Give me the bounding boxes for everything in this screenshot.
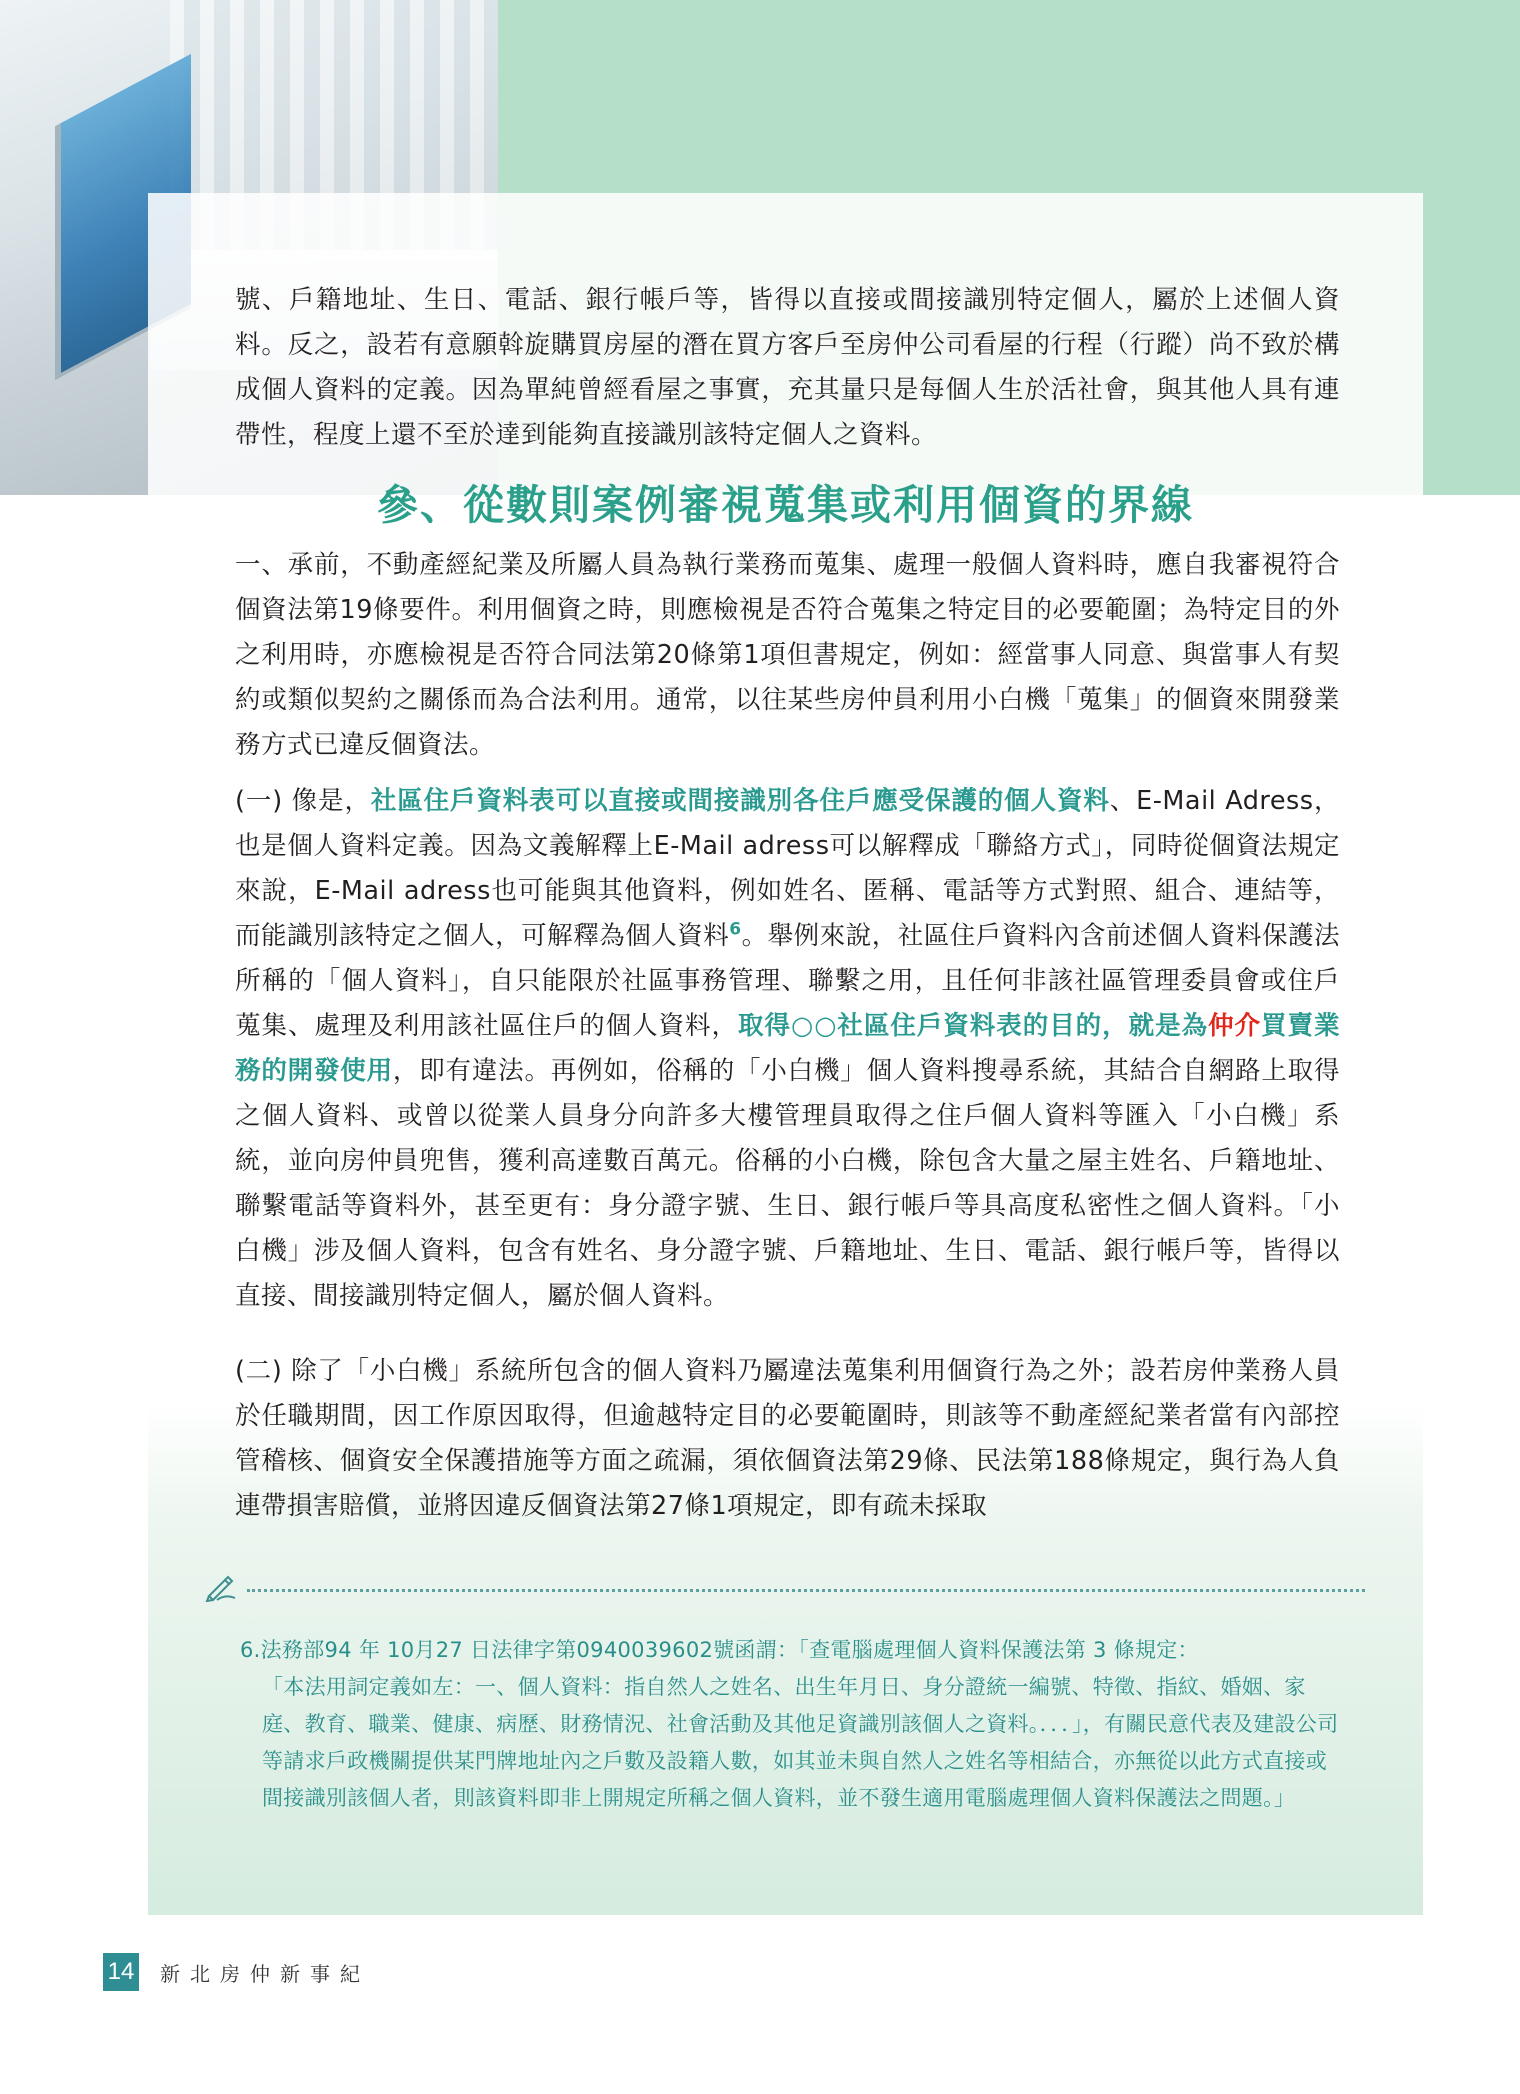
section2-highlight1: 社區住戶資料表可以直接或間接識別各住戶應受保護的個人資料 xyxy=(370,786,1110,816)
section2-text xyxy=(235,779,1340,1319)
section2-highlight-red: 仲介 xyxy=(1208,1011,1262,1041)
section3-paragraph xyxy=(235,1349,1340,1529)
page-number: 14 xyxy=(103,1953,139,1991)
section2-paragraph xyxy=(235,779,1340,1319)
footnote-6 xyxy=(240,1632,1340,1817)
intro-paragraph xyxy=(235,278,1340,458)
magazine-title: 新北房仲新事紀 xyxy=(160,1962,370,1986)
footnote-divider xyxy=(205,1580,1365,1600)
dotted-line xyxy=(247,1589,1365,1592)
section2-part3: 。舉例來說，社區住戶資料內含前述個人資料保護法所稱的「個人資料」，自只能限於社區事務管理、聯繫之用，且任何非該社區管理委員會或住戶蒐集、處理及利用該社區住戶的個人資料， xyxy=(235,921,1340,1041)
section1-paragraph xyxy=(235,543,1340,768)
intro-text: 號、戶籍地址、生日、電話、銀行帳戶等，皆得以直接或間接識別特定個人，屬於上述個人資料。反之，設若有意願斡旋購買房屋的潛在買方客戶至房仲公司看屋的行程（行蹤）尚不致於構成個人資料的定義。因為單純曾經看屋之事實，充其量只是每個人生於活社會，與其他人具有連帶性，程度上還不至於達到能夠直接識別該特定個人之資料。 xyxy=(235,285,1340,450)
section2-highlight3: 買賣業務的開發使用 xyxy=(235,1011,1340,1086)
footnote-body: 「本法用詞定義如左：一、個人資料：指自然人之姓名、出生年月日、身分證統一編號、特徵、指紋、婚姻、家庭、教育、職業、健康、病歷、財務情況、社會活動及其他足資識別該個人之資料。．．．」，有關民意代表及建設公司等請求戶政機關提供某門牌地址內之戶數及設籍人數，如其並未與自然人之姓名等相結合，亦無從以此方式直接或間接識別該個人者，則該資料即非上開規定所稱之個人資料，並不發生適用電腦處理個人資料保護法之問題。」 xyxy=(262,1675,1339,1810)
section1-text: 一、承前，不動產經紀業及所屬人員為執行業務而蒐集、處理一般個人資料時，應自我審視符合個資法第19條要件。利用個資之時，則應檢視是否符合蒐集之特定目的必要範圍；為特定目的外之利用時，亦應檢視是否符合同法第20條第1項但書規定，例如：經當事人同意、與當事人有契約或類似契約之關係而為合法利用。通常，以往某些房仲員利用小白機「蒐集」的個資來開發業務方式已違反個資法。 xyxy=(235,550,1340,760)
footnote-first-line: 6.法務部94 年 10月27 日法律字第0940039602號函謂：「查電腦處理個人資料保護法第 3 條規定： xyxy=(240,1638,1199,1662)
section-heading: 參、從數則案例審視蒐集或利用個資的界線 xyxy=(377,481,1194,529)
section2-highlight2: 取得○○社區住戶資料表的目的，就是為 xyxy=(738,1011,1209,1041)
section3-text: (二) 除了「小白機」系統所包含的個人資料乃屬違法蒐集利用個資行為之外；設若房仲業務人員於任職期間，因工作原因取得，但逾越特定目的必要範圍時，則該等不動產經紀業者當有內部控管稽核、個資安全保護措施等方面之疏漏，須依個資法第29條、民法第188條規定，與行為人負連帶損害賠償，並將因違反個資法第27條1項規定，即有疏未採取 xyxy=(235,1356,1340,1521)
pen-icon xyxy=(205,1574,239,1602)
section2-part4: ，即有違法。再例如，俗稱的「小白機」個人資料搜尋系統，其結合自網路上取得之個人資料、或曾以從業人員身分向許多大樓管理員取得之住戶個人資料等匯入「小白機」系統，並向房仲員兜售，獲利高達數百萬元。俗稱的小白機，除包含大量之屋主姓名、戶籍地址、聯繫電話等資料外，甚至更有：身分證字號、生日、銀行帳戶等具高度私密性之個人資料。「小白機」涉及個人資料，包含有姓名、身分證字號、戶籍地址、生日、電話、銀行帳戶等，皆得以直接、間接識別特定個人，屬於個人資料。 xyxy=(235,1056,1340,1311)
section2-part1: (一) 像是， xyxy=(235,786,371,816)
section2-part2: 、E-Mail Adress，也是個人資料定義。因為文義解釋上E-Mail adress可以解釋成「聯絡方式」，同時從個資法規定來說，E-Mail adress也可能與其他資料，例如姓名、匿稱、電話等方式對照、組合、連結等，而能識別該特定之個人，可解釋為個人資料 xyxy=(235,786,1340,951)
footnote-ref[interactable]: 6 xyxy=(729,919,742,940)
